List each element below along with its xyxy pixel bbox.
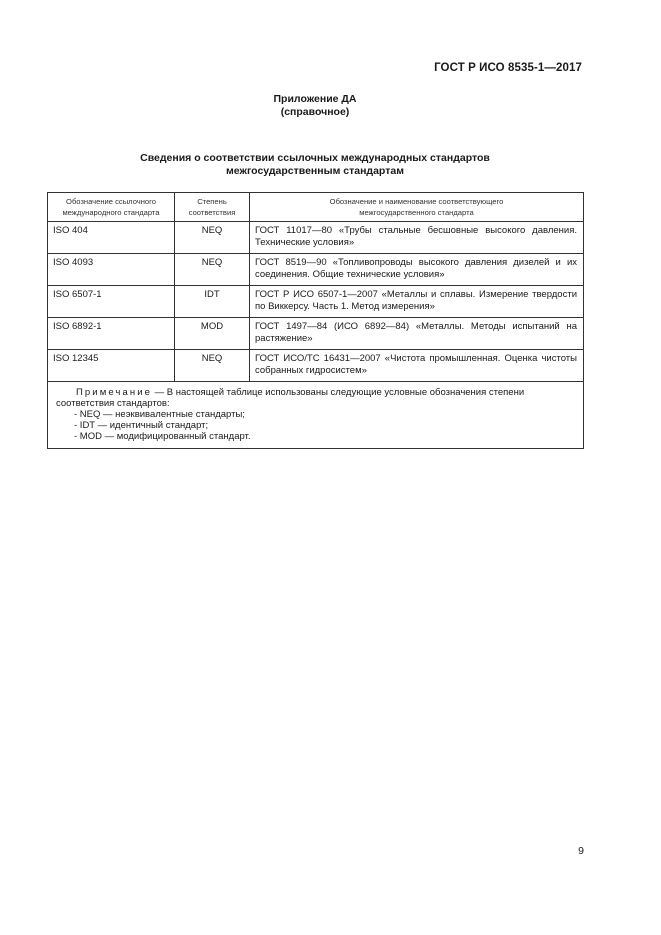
section-title-line-1: Сведения о соответствии ссылочных международных стандартов	[140, 152, 490, 164]
table-note-row	[48, 382, 584, 449]
annex-heading	[0, 93, 630, 119]
cell-description: ГОСТ 1497—84 (ИСО 6892—84) «Металлы. Методы испытаний на растяжение»	[250, 318, 584, 350]
annex-subtitle: (справочное)	[280, 106, 350, 118]
standards-correspondence-table	[47, 192, 584, 449]
header-reference-standard	[48, 193, 175, 222]
section-title	[0, 152, 630, 178]
cell-description: ГОСТ Р ИСО 6507-1—2007 «Металлы и сплавы. Измерение твердости по Виккерсу. Часть 1. Метод измерения»	[250, 286, 584, 318]
cell-standard: ISO 12345	[48, 350, 175, 382]
cell-degree: NEQ	[175, 222, 250, 254]
table-row	[48, 254, 584, 286]
cell-degree: IDT	[175, 286, 250, 318]
note-item: - IDT — идентичный стандарт;	[74, 420, 209, 431]
table-row	[48, 350, 584, 382]
header-text: межгосударственного стандарта	[359, 208, 474, 217]
note-item: - NEQ — неэквивалентные стандарты;	[74, 409, 245, 420]
page-number: 9	[578, 845, 584, 857]
table-row	[48, 222, 584, 254]
header-text: Степень	[197, 197, 227, 206]
note-item: - MOD — модифицированный стандарт.	[74, 431, 251, 442]
annex-title: Приложение ДА	[273, 93, 357, 105]
document-code: ГОСТ Р ИСО 8535-1—2017	[434, 62, 582, 74]
header-interstate-standard	[250, 193, 584, 222]
cell-description: ГОСТ 11017—80 «Трубы стальные бесшовные высокого давления. Технические условия»	[250, 222, 584, 254]
cell-standard: ISO 6892-1	[48, 318, 175, 350]
header-text: соответствия	[188, 208, 236, 217]
cell-standard: ISO 404	[48, 222, 175, 254]
cell-standard: ISO 4093	[48, 254, 175, 286]
cell-description: ГОСТ 8519—90 «Топливопроводы высокого давления дизелей и их соединения. Общие технические условия»	[250, 254, 584, 286]
note-paragraph	[56, 387, 577, 409]
cell-degree: NEQ	[175, 254, 250, 286]
table-note	[48, 382, 584, 449]
table-header-row	[48, 193, 584, 222]
header-text: Обозначение ссылочного	[66, 197, 156, 206]
cell-standard: ISO 6507-1	[48, 286, 175, 318]
header-text: Обозначение и наименование соответствующего	[329, 197, 504, 206]
cell-degree: NEQ	[175, 350, 250, 382]
section-title-line-2: межгосударственным стандартам	[226, 165, 404, 177]
header-degree	[175, 193, 250, 222]
table-row	[48, 286, 584, 318]
note-label: Примечание	[76, 387, 152, 398]
cell-degree: MOD	[175, 318, 250, 350]
note-text: — В настоящей таблице использованы следующие условные обозначения степени соответствия стандартов:	[56, 387, 525, 409]
header-text: международного стандарта	[62, 208, 160, 217]
table-row	[48, 318, 584, 350]
cell-description: ГОСТ ИСО/ТС 16431—2007 «Чистота промышленная. Оценка чистоты собранных гидросистем»	[250, 350, 584, 382]
